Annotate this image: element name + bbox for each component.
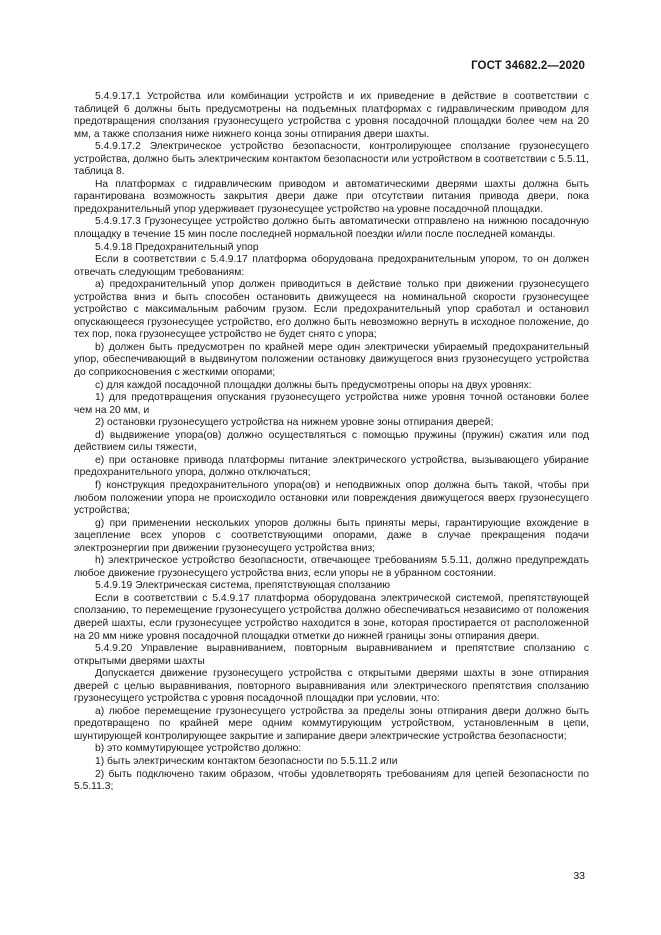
list-item: b) должен быть предусмотрен по крайней мере один электрически убираемый предохранительный упор, обеспечивающий в выдвинутом положении остановку движущегося вниз грузонесущего устройства до соприкосновения с жесткими опорами; bbox=[74, 341, 589, 379]
list-item: а) любое перемещение грузонесущего устройства за пределы зоны отпирания двери должно быть предотвращено по крайней мере одним коммутирующим устройством, установленным в цепи, шунтирующей контролирующее закрытие и запирание двери электрические устройства безопасности; bbox=[74, 705, 589, 742]
list-item: h) электрическое устройство безопасности, отвечающее требованиям 5.5.11, должно предупреждать любое движение грузонесущего устройства вниз, если упоры не в убранном состоянии. bbox=[74, 555, 589, 579]
section-heading: 5.4.9.19 Электрическая система, препятствующая сползанию bbox=[95, 580, 390, 592]
list-item: 1) для предотвращения опускания грузонесущего устройства ниже уровня точной остановки более чем на 20 мм, и bbox=[74, 392, 589, 416]
paragraph: 5.4.9.17.1 Устройства или комбинации устройств и их приведение в действие в соответствии с таблицей 6 должны быть предусмотрены на подъемных платформах с гидравлическим приводом для предотвращения сползания грузонесущего устройства с уровня посадочной площадки более чем на 20 мм, а также сползания ниже нижнего конца зоны отпирания двери шахты. bbox=[74, 91, 589, 140]
list-item: 1) быть электрическим контактом безопасности по 5.5.11.2 или bbox=[95, 755, 398, 767]
list-item: а) предохранительный упор должен приводиться в действие только при движении грузонесущего устройства вниз и быть способен остановить движущееся на номинальной скорости грузонесущее устройство с максимальным рабочим грузом. Если предохранительный упор сработал и остановил опускающееся грузонесущее устройство, его должно быть невозможно вернуть в исходное положение, до тех пор, пока грузонесущее устройство не будет снято с упора; bbox=[74, 279, 589, 341]
list-item: с) для каждой посадочной площадки должны быть предусмотрены опоры на двух уровнях: bbox=[95, 379, 532, 391]
paragraph: Допускается движение грузонесущего устройства с открытыми дверями шахты в зоне отпирания дверей с целью выравнивания, повторного выравнивания или электрического препятствия сползанию грузонесущего устройства с уровня посадочной площадки при условии, что: bbox=[74, 668, 589, 705]
paragraph: На платформах с гидравлическим приводом и автоматическими дверями шахты должна быть гарантирована возможность закрытия двери даже при отсутствии питания привода двери, пока предохранительный упор удерживает грузонесущее устройство на уровне посадочной площадки. bbox=[74, 178, 589, 215]
list-item: 2) остановки грузонесущего устройства на нижнем уровне зоны отпирания дверей; bbox=[95, 417, 494, 429]
page-number: 33 bbox=[573, 870, 585, 882]
list-item: 2) быть подключено таким образом, чтобы удовлетворять требованиям для цепей безопасности по 5.5.11.3; bbox=[74, 768, 589, 793]
list-item: f) конструкция предохранительного упора(ов) и неподвижных опор должна быть такой, чтобы при любом положении упора не происходило остановки или повреждения движущегося вверх грузонесущего устройства; bbox=[74, 479, 589, 517]
paragraph: 5.4.9.17.2 Электрическое устройство безопасности, контролирующее сползание грузонесущего устройства, должно быть электрическим контактом безопасности или устройством в соответствии с 5.5.11, таблица 8. bbox=[74, 141, 589, 178]
paragraph: Если в соответствии с 5.4.9.17 платформа оборудована электрической системой, препятствующей сползанию, то перемещение грузонесущего устройства должно обеспечиваться независимо от положения дверей шахты, если грузонесущее устройство находится в зоне, которая простирается от расположенной на 20 мм ниже уровня посадочной площадки отметки до нижней границы зоны отпирания двери. bbox=[74, 592, 589, 642]
standard-designation: ГОСТ 34682.2—2020 bbox=[471, 60, 585, 72]
list-item: d) выдвижение упора(ов) должно осуществляться с помощью пружины (пружин) сжатия или под действием силы тяжести, bbox=[74, 429, 589, 454]
list-item: е) при остановке привода платформы питание электрического устройства, вызывающего убирание предохранительного упора, должно отключаться; bbox=[74, 454, 589, 479]
section-heading: 5.4.9.20 Управление выравниванием, повторным выравниванием и препятствие сползанию с открытыми дверями шахты bbox=[74, 643, 589, 667]
document-body bbox=[74, 91, 589, 794]
list-item: b) это коммутирующее устройство должно: bbox=[95, 743, 302, 755]
list-item: g) при применении нескольких упоров должны быть приняты меры, гарантирующие вхождение в зацепление всех упоров с соответствующими опорами, даже в случае прекращения подачи электроэнергии при движении грузонесущего устройства вниз; bbox=[74, 517, 589, 554]
paragraph: Если в соответствии с 5.4.9.17 платформа оборудована предохранительным упором, то он должен отвечать следующим требованиям: bbox=[74, 254, 589, 278]
section-heading: 5.4.9.18 Предохранительный упор bbox=[95, 241, 259, 253]
paragraph: 5.4.9.17.3 Грузонесущее устройство должно быть автоматически отправлено на нижнюю посадочную площадку в течение 15 мин после последней нормальной поездки и/или после последней команды. bbox=[74, 216, 589, 241]
